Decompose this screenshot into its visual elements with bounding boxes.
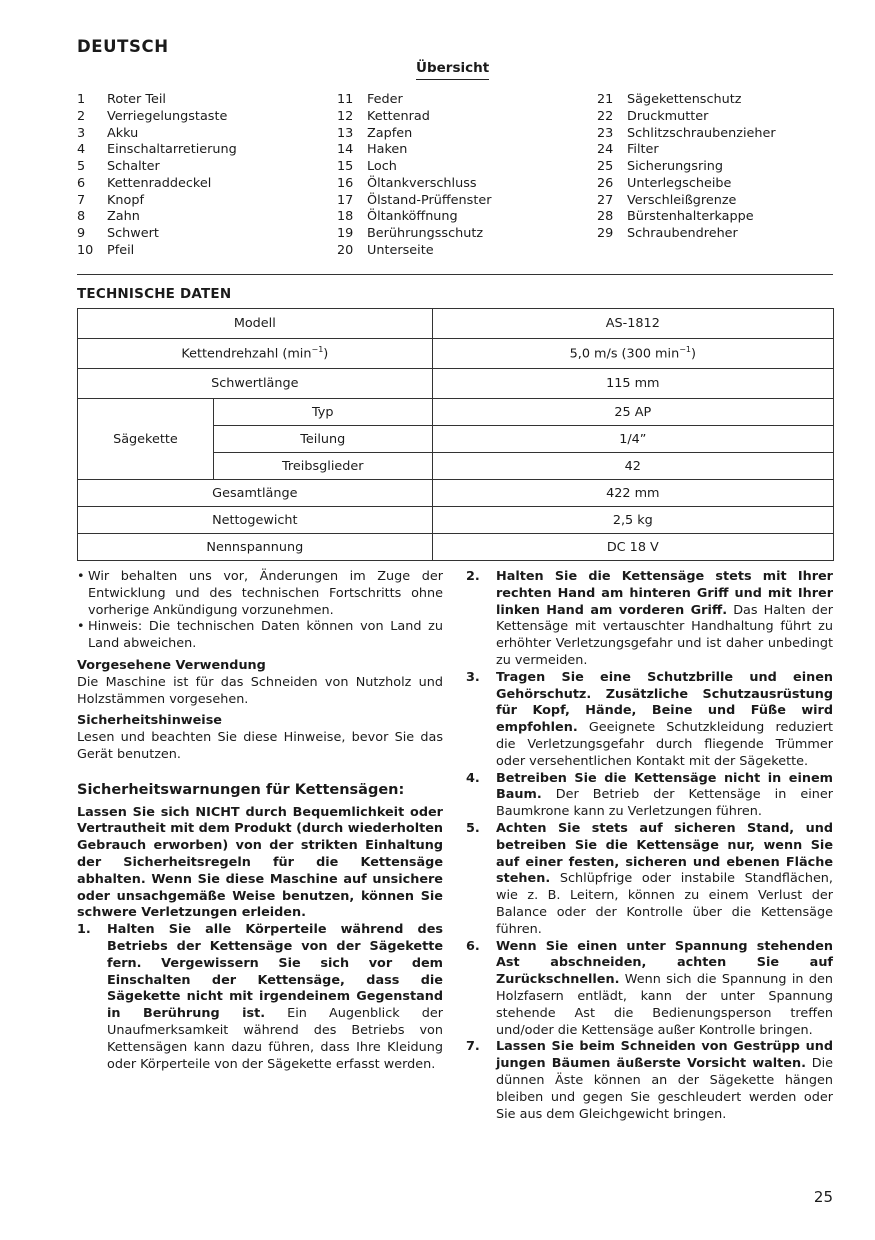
legend-item xyxy=(77,109,237,126)
legend-number: 8 xyxy=(77,209,86,225)
legend-item xyxy=(597,142,776,159)
spec-row-bar-length xyxy=(78,369,834,399)
spec-label: Typ xyxy=(213,399,432,426)
legend-label: Druckmutter xyxy=(627,108,709,124)
legend-label: Kettenrad xyxy=(367,108,430,124)
legend-item xyxy=(597,193,776,210)
legend-item xyxy=(77,176,237,193)
warning-item-number: 5. xyxy=(466,820,480,836)
legend-number: 11 xyxy=(337,92,354,107)
legend-label: Öltanköffnung xyxy=(367,209,458,225)
legend-number: 9 xyxy=(77,226,86,241)
spec-row-chain-speed xyxy=(78,339,834,369)
legend-item xyxy=(77,226,237,243)
spec-row-rated-voltage xyxy=(78,534,834,561)
warning-item-bold: Betreiben Sie die Kettensäge nicht in einem Baum. xyxy=(496,770,833,803)
legend-number: 15 xyxy=(337,159,354,174)
legend-number: 27 xyxy=(597,192,614,208)
intended-use-text: Die Maschine ist für das Schneiden von Nutzholz und Holzstämmen vorgesehen. xyxy=(77,674,443,707)
warning-item-number: 1. xyxy=(77,922,91,938)
legend-item xyxy=(597,209,776,226)
chainsaw-warnings-heading: Sicherheitswarnungen für Kettensägen: xyxy=(77,781,405,798)
specifications-heading: TECHNISCHE DATEN xyxy=(77,286,232,302)
spec-row-model xyxy=(78,309,834,339)
legend-item xyxy=(337,109,492,126)
warning-item-number: 3. xyxy=(466,669,480,685)
warning-item-text: Geeignete Schutzkleidung reduziert die Verletzungsgefahr durch fliegende Trümmer oder versehentlichen Kontakt mit der Sägekette. xyxy=(496,720,833,769)
legend-label: Schwert xyxy=(107,226,159,241)
warning-item xyxy=(466,939,833,1040)
legend-number: 25 xyxy=(597,159,614,174)
note-bullet: • Wir behalten uns vor, Änderungen im Zuge der Entwicklung und des technischen Fortschritts ohne vorherige Ankündigung vorzunehmen. xyxy=(77,569,443,618)
legend-label: Roter Teil xyxy=(107,92,166,107)
parts-legend-column-3 xyxy=(597,92,776,243)
spec-label: Nettogewicht xyxy=(78,507,433,534)
legend-number: 12 xyxy=(337,108,354,124)
legend-item xyxy=(597,126,776,143)
spec-value: 1/4” xyxy=(432,426,833,453)
section-divider xyxy=(77,274,833,275)
left-text-column xyxy=(77,569,443,1073)
legend-item xyxy=(597,109,776,126)
warning-item-text: Wenn sich die Spannung in den Holzfasern entlädt, kann der unter Spannung stehende Ast die Bedienungsperson treffen und/oder die Kettensäge außer Kontrolle bringen. xyxy=(496,972,833,1038)
warnings-intro: Lassen Sie sich NICHT durch Bequemlichkeit oder Vertrautheit mit dem Produkt (durch wiederholten Gebrauch erworben) von der strikten Einhaltung der Sicherheitsregeln für die Kettensäge abhalten. Wenn Sie diese Maschine auf unsichere oder unsachgemäße Weise benutzen, können Sie schwere Verletzungen erleiden. xyxy=(77,804,443,921)
spec-group-label: Sägekette xyxy=(78,399,214,480)
overview-title: Übersicht xyxy=(416,60,489,80)
legend-item xyxy=(77,142,237,159)
legend-item xyxy=(77,193,237,210)
legend-item xyxy=(597,226,776,243)
legend-item xyxy=(337,92,492,109)
safety-instructions-text: Lesen und beachten Sie diese Hinweise, bevor Sie das Gerät benutzen. xyxy=(77,730,443,762)
warning-item-text: Ein Augenblick der Unaufmerksamkeit während des Betriebs von Kettensägen kann dazu führen, dass Ihre Kleidung oder Körperteile von der Sägekette erfasst werden. xyxy=(107,1006,443,1072)
legend-number: 26 xyxy=(597,175,614,191)
spec-label: Schwertlänge xyxy=(78,369,433,399)
warning-item xyxy=(77,922,443,1073)
legend-label: Akku xyxy=(107,125,139,141)
warning-item xyxy=(466,670,833,771)
intended-use-heading: Vorgesehene Verwendung xyxy=(77,657,266,673)
bullet-dot: • xyxy=(77,569,85,584)
right-text-column xyxy=(466,569,833,1123)
legend-item xyxy=(337,209,492,226)
legend-item xyxy=(337,226,492,243)
parts-legend-column-2 xyxy=(337,92,492,260)
legend-label: Kettenraddeckel xyxy=(107,175,212,191)
legend-label: Bürstenhalterkappe xyxy=(627,209,754,225)
legend-item xyxy=(77,159,237,176)
legend-number: 17 xyxy=(337,192,354,208)
legend-label: Feder xyxy=(367,92,403,107)
warning-item-bold: Halten Sie alle Körperteile während des Betriebs der Kettensäge von der Sägekette fern. Vergewissern Sie sich vor dem Einschalten der Kettensäge, dass die Sägekette nicht mit irgendeinem Gegenstand in Berührung ist. xyxy=(107,922,443,1022)
spec-value: 2,5 kg xyxy=(432,507,833,534)
warning-item-text: Die dünnen Äste können an der Sägekette hängen bleiben und gegen Sie geschleudert werden oder Sie aus dem Gleichgewicht bringen. xyxy=(496,1056,833,1122)
legend-number: 18 xyxy=(337,209,354,225)
legend-label: Ölstand-Prüffenster xyxy=(367,192,492,208)
legend-number: 2 xyxy=(77,108,86,124)
legend-label: Pfeil xyxy=(107,242,135,258)
legend-number: 28 xyxy=(597,209,614,225)
warning-item-text: Das Halten der Kettensäge mit vertauschter Handhaltung führt zu erhöhter Verletzungsgefahr und ist daher unbedingt zu vermeiden. xyxy=(496,602,833,668)
legend-item xyxy=(77,126,237,143)
warning-item-number: 2. xyxy=(466,569,480,584)
legend-number: 3 xyxy=(77,125,86,141)
legend-label: Knopf xyxy=(107,192,144,208)
warning-item-number: 4. xyxy=(466,770,480,786)
legend-number: 6 xyxy=(77,175,86,191)
language-header: DEUTSCH xyxy=(77,37,169,56)
legend-item xyxy=(77,243,237,260)
legend-label: Zahn xyxy=(107,209,140,225)
warning-item-bold: Halten Sie die Kettensäge stets mit Ihrer rechten Hand am hinteren Griff und mit Ihrer linken Hand am vorderen Griff. xyxy=(496,569,833,618)
legend-label: Öltankverschluss xyxy=(367,175,477,191)
legend-label: Berührungsschutz xyxy=(367,226,484,241)
legend-item xyxy=(77,92,237,109)
spec-value: 5,0 m/s (300 $\min^{-1}$) xyxy=(432,339,833,369)
legend-label: Einschaltarretierung xyxy=(107,142,237,158)
safety-instructions-heading: Sicherheitshinweise xyxy=(77,713,222,729)
warning-item xyxy=(466,569,833,670)
warning-item-bold: Tragen Sie eine Schutzbrille und einen Gehörschutz. Zusätzliche Schutzausrüstung für Kopf, Hände, Beine und Füße wird empfohlen. xyxy=(496,669,833,736)
legend-number: 13 xyxy=(337,125,354,141)
warning-item-bold: Lassen Sie beim Schneiden von Gestrüpp und jungen Bäumen äußerste Vorsicht walten. xyxy=(496,1039,833,1072)
warning-item xyxy=(466,821,833,939)
legend-item xyxy=(597,159,776,176)
spec-value: DC 18 V xyxy=(432,534,833,561)
warning-item-number: 7. xyxy=(466,1039,480,1055)
legend-label: Unterlegscheibe xyxy=(627,175,732,191)
legend-item xyxy=(77,209,237,226)
spec-value: 42 xyxy=(432,453,833,480)
spec-label: Treibsglieder xyxy=(213,453,432,480)
legend-number: 4 xyxy=(77,142,86,158)
legend-number: 24 xyxy=(597,142,614,158)
spec-value: 25 AP xyxy=(432,399,833,426)
warning-item xyxy=(466,1039,833,1123)
legend-number: 22 xyxy=(597,108,614,124)
warning-item-bold: Achten Sie stets auf sicheren Stand, und betreiben Sie die Kettensäge nur, wenn Sie auf einer festen, sicheren und ebenen Fläche stehen. xyxy=(496,820,833,887)
legend-item xyxy=(337,142,492,159)
legend-item xyxy=(337,126,492,143)
spec-row-chain-type xyxy=(78,399,834,426)
spec-label: Gesamtlänge xyxy=(78,480,433,507)
legend-item xyxy=(337,176,492,193)
warning-item-text: Schlüpfrige oder instabile Standflächen, wie z. B. Leitern, können zu einem Verlust der Balance oder der Kontrolle über die Kettensäge führen. xyxy=(496,871,833,937)
spec-row-net-weight xyxy=(78,507,834,534)
legend-item xyxy=(597,92,776,109)
legend-item xyxy=(337,193,492,210)
legend-label: Unterseite xyxy=(367,242,434,258)
bullet-dot: • xyxy=(77,619,85,635)
legend-label: Loch xyxy=(367,159,397,174)
legend-label: Schraubendreher xyxy=(627,226,738,241)
legend-label: Verschleißgrenze xyxy=(627,192,737,208)
legend-label: Schlitzschraubenzieher xyxy=(627,125,776,141)
warning-item xyxy=(466,771,833,821)
legend-label: Sicherungsring xyxy=(627,159,724,174)
legend-number: 20 xyxy=(337,242,354,258)
spec-value: 422 mm xyxy=(432,480,833,507)
legend-number: 10 xyxy=(77,242,94,258)
legend-item xyxy=(597,176,776,193)
legend-number: 23 xyxy=(597,125,614,141)
spec-label: Modell xyxy=(78,309,433,339)
legend-number: 1 xyxy=(77,92,86,107)
legend-label: Sägekettenschutz xyxy=(627,92,742,107)
spec-label: Nennspannung xyxy=(78,534,433,561)
spec-value: 115 mm xyxy=(432,369,833,399)
legend-item xyxy=(337,159,492,176)
legend-number: 29 xyxy=(597,226,614,241)
spec-label: Kettendrehzahl $(\min^{-1})$ xyxy=(78,339,433,369)
legend-label: Schalter xyxy=(107,159,160,174)
legend-label: Verriegelungstaste xyxy=(107,108,228,124)
warning-item-number: 6. xyxy=(466,938,480,954)
legend-number: 16 xyxy=(337,175,354,191)
legend-number: 14 xyxy=(337,142,354,158)
spec-row-overall-length xyxy=(78,480,834,507)
legend-number: 21 xyxy=(597,92,614,107)
legend-label: Filter xyxy=(627,142,659,158)
legend-number: 5 xyxy=(77,159,86,174)
legend-number: 19 xyxy=(337,226,354,241)
warning-item-bold: Wenn Sie einen unter Spannung stehenden Ast abschneiden, achten Sie auf Zurückschnellen. xyxy=(496,938,833,988)
legend-item xyxy=(337,243,492,260)
spec-value: AS-1812 xyxy=(432,309,833,339)
spec-label: Teilung xyxy=(213,426,432,453)
legend-label: Zapfen xyxy=(367,125,413,141)
legend-number: 7 xyxy=(77,192,86,208)
note-bullet: • Hinweis: Die technischen Daten können von Land zu Land abweichen. xyxy=(77,619,443,652)
specifications-table xyxy=(77,308,834,561)
page-number: 25 xyxy=(813,1188,833,1206)
warning-item-text: Der Betrieb der Kettensäge in einer Baumkrone kann zu Verletzungen führen. xyxy=(496,787,833,820)
parts-legend-column-1 xyxy=(77,92,237,260)
legend-label: Haken xyxy=(367,142,408,158)
